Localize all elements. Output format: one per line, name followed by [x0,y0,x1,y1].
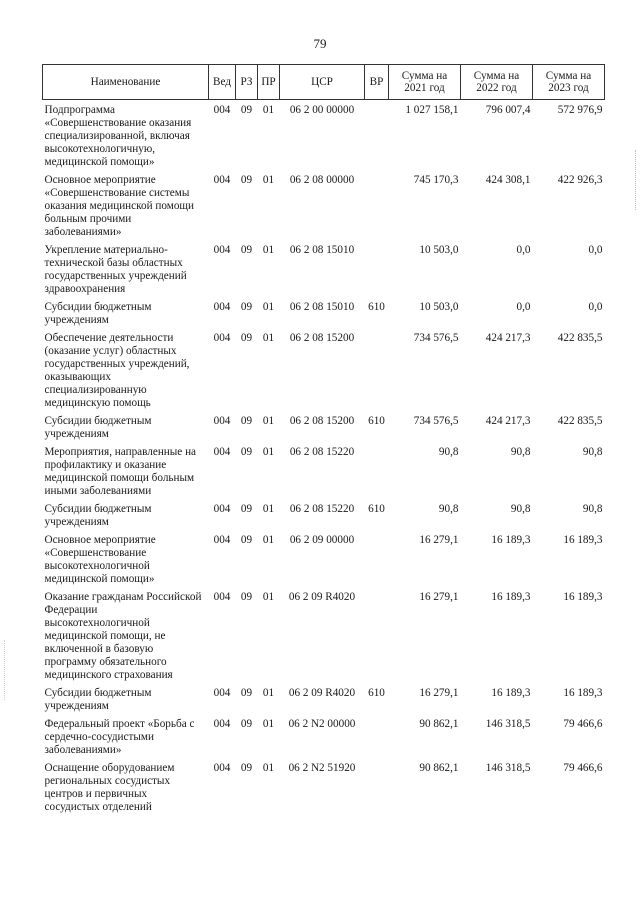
cell-ved: 004 [213,244,231,256]
table-body [43,100,605,820]
cell-vr [365,534,389,591]
table-row [43,718,605,762]
cell-vr [365,762,389,819]
cell-name: Мероприятия, направленные на профилактику и оказание медицинской помощи больным иными заболеваниями [44,446,197,497]
cell-sum-2022: 16 189,3 [491,534,531,546]
cell-ved: 004 [213,174,231,186]
margin-scan-marks-left [4,640,7,700]
cell-vr [365,174,389,244]
table-row [43,503,605,534]
header-rz: РЗ [236,65,258,100]
cell-sum-2023: 0,0 [588,301,603,313]
cell-vr: 610 [368,687,385,699]
margin-scan-marks [633,150,636,210]
cell-name: Оказание гражданам Российской Федерации высокотехнологичной медицинской помощи, не включенной в базовую программу обязательного медицинского страхования [44,591,202,681]
cell-name: Подпрограмма «Совершенствование оказания специализированной, включая высокотехнологичную, медицинской помощи» [44,104,192,168]
cell-sum-2021: 90 862,1 [419,718,459,730]
cell-pr: 01 [262,762,275,774]
table-header [43,65,605,100]
cell-vr: 610 [368,415,385,427]
cell-name: Оснащение оборудованием региональных сосудистых центров и первичных сосудистых отделений [44,762,175,813]
header-csr: ЦСР [280,65,365,100]
cell-csr: 06 2 00 00000 [289,104,355,116]
header-ved: Вед [209,65,236,100]
cell-rz: 09 [240,104,253,116]
cell-ved: 004 [213,332,231,344]
cell-csr: 06 2 08 15220 [289,446,355,458]
cell-vr [365,100,389,175]
cell-sum-2021: 745 170,3 [413,174,459,186]
table-row [43,332,605,415]
cell-rz: 09 [240,718,253,730]
table-row [43,591,605,687]
cell-rz: 09 [240,687,253,699]
cell-csr: 06 2 08 00000 [289,174,355,186]
cell-name: Субсидии бюджетным учреждениям [44,415,152,440]
cell-sum-2023: 90,8 [582,503,603,515]
cell-rz: 09 [240,591,253,603]
cell-csr: 06 2 N2 00000 [288,718,356,730]
cell-sum-2022: 424 217,3 [485,332,531,344]
cell-csr: 06 2 08 15010 [289,301,355,313]
cell-vr: 610 [368,301,385,313]
cell-rz: 09 [240,244,253,256]
cell-sum-2022: 16 189,3 [491,591,531,603]
cell-pr: 01 [262,591,275,603]
table-row [43,415,605,446]
cell-name: Основное мероприятие «Совершенствование высокотехнологичной медицинской помощи» [44,534,156,585]
cell-vr [365,244,389,301]
cell-csr: 06 2 08 15200 [289,415,355,427]
header-sum-2022: Сумма на 2022 год [461,65,533,100]
cell-pr: 01 [262,415,275,427]
cell-pr: 01 [262,174,275,186]
table-row [43,687,605,718]
cell-rz: 09 [240,503,253,515]
cell-csr: 06 2 08 15220 [289,503,355,515]
cell-pr: 01 [262,534,275,546]
cell-sum-2021: 734 576,5 [413,415,459,427]
cell-sum-2022: 90,8 [510,446,531,458]
cell-sum-2022: 424 308,1 [485,174,531,186]
cell-rz: 09 [240,446,253,458]
cell-sum-2023: 0,0 [588,244,603,256]
cell-name: Субсидии бюджетным учреждениям [44,301,152,326]
cell-pr: 01 [262,718,275,730]
cell-sum-2023: 422 835,5 [557,332,603,344]
cell-ved: 004 [213,718,231,730]
table-row [43,301,605,332]
cell-vr [365,718,389,762]
cell-ved: 004 [213,762,231,774]
cell-sum-2023: 90,8 [582,446,603,458]
cell-sum-2022: 424 217,3 [485,415,531,427]
cell-rz: 09 [240,415,253,427]
cell-sum-2022: 146 318,5 [485,762,531,774]
cell-vr [365,332,389,415]
table-row [43,762,605,819]
cell-sum-2021: 10 503,0 [419,244,459,256]
cell-sum-2022: 796 007,4 [485,104,531,116]
cell-pr: 01 [262,104,275,116]
cell-sum-2022: 146 318,5 [485,718,531,730]
cell-sum-2021: 16 279,1 [419,591,459,603]
cell-ved: 004 [213,104,231,116]
cell-csr: 06 2 08 15010 [289,244,355,256]
cell-rz: 09 [240,332,253,344]
table-row [43,174,605,244]
cell-pr: 01 [262,332,275,344]
cell-name: Федеральный проект «Борьба с сердечно-сосудистыми заболеваниями» [44,718,195,756]
cell-csr: 06 2 09 R4020 [288,687,356,699]
cell-vr: 610 [368,503,385,515]
cell-pr: 01 [262,503,275,515]
cell-pr: 01 [262,446,275,458]
cell-sum-2023: 16 189,3 [563,591,603,603]
cell-rz: 09 [240,762,253,774]
cell-sum-2023: 16 189,3 [563,534,603,546]
cell-ved: 004 [213,591,231,603]
cell-sum-2021: 16 279,1 [419,534,459,546]
cell-sum-2021: 734 576,5 [413,332,459,344]
cell-pr: 01 [262,687,275,699]
cell-sum-2021: 90,8 [438,446,459,458]
cell-sum-2023: 79 466,6 [563,718,603,730]
cell-name: Укрепление материально-технической базы областных государственных учреждений здравоохранения [44,244,187,295]
cell-sum-2021: 10 503,0 [419,301,459,313]
cell-sum-2021: 90,8 [438,503,459,515]
cell-ved: 004 [213,534,231,546]
cell-sum-2022: 16 189,3 [491,687,531,699]
cell-sum-2022: 0,0 [516,301,531,313]
cell-ved: 004 [213,503,231,515]
cell-name: Субсидии бюджетным учреждениям [44,503,152,528]
table-row [43,244,605,301]
cell-sum-2023: 572 976,9 [557,104,603,116]
cell-sum-2021: 1 027 158,1 [405,104,459,116]
cell-sum-2021: 90 862,1 [419,762,459,774]
cell-sum-2023: 79 466,6 [563,762,603,774]
header-vr: ВР [365,65,389,100]
cell-csr: 06 2 08 15200 [289,332,355,344]
header-name: Наименование [43,65,209,100]
table-row [43,446,605,503]
cell-pr: 01 [262,301,275,313]
cell-sum-2022: 0,0 [516,244,531,256]
cell-ved: 004 [213,446,231,458]
table-row [43,534,605,591]
cell-sum-2023: 422 835,5 [557,415,603,427]
page-number: 79 [313,36,327,51]
cell-sum-2023: 16 189,3 [563,687,603,699]
cell-csr: 06 2 09 00000 [289,534,355,546]
header-sum-2023: Сумма на 2023 год [533,65,605,100]
cell-name: Обеспечение деятельности (оказание услуг) областных государственных учреждений, оказывающих специализированную медицинскую помощь [44,332,190,409]
cell-vr [365,446,389,503]
cell-rz: 09 [240,301,253,313]
cell-sum-2021: 16 279,1 [419,687,459,699]
cell-vr [365,591,389,687]
cell-name: Субсидии бюджетным учреждениям [44,687,152,712]
table-row [43,100,605,175]
cell-ved: 004 [213,687,231,699]
cell-sum-2022: 90,8 [510,503,531,515]
budget-table [42,64,605,819]
cell-ved: 004 [213,415,231,427]
cell-pr: 01 [262,244,275,256]
cell-rz: 09 [240,174,253,186]
cell-csr: 06 2 N2 51920 [288,762,356,774]
cell-rz: 09 [240,534,253,546]
header-pr: ПР [258,65,280,100]
cell-name: Основное мероприятие «Совершенствование системы оказания медицинской помощи больным прочими заболеваниями» [44,174,195,238]
cell-sum-2023: 422 926,3 [557,174,603,186]
cell-ved: 004 [213,301,231,313]
header-sum-2021: Сумма на 2021 год [389,65,461,100]
cell-csr: 06 2 09 R4020 [288,591,356,603]
